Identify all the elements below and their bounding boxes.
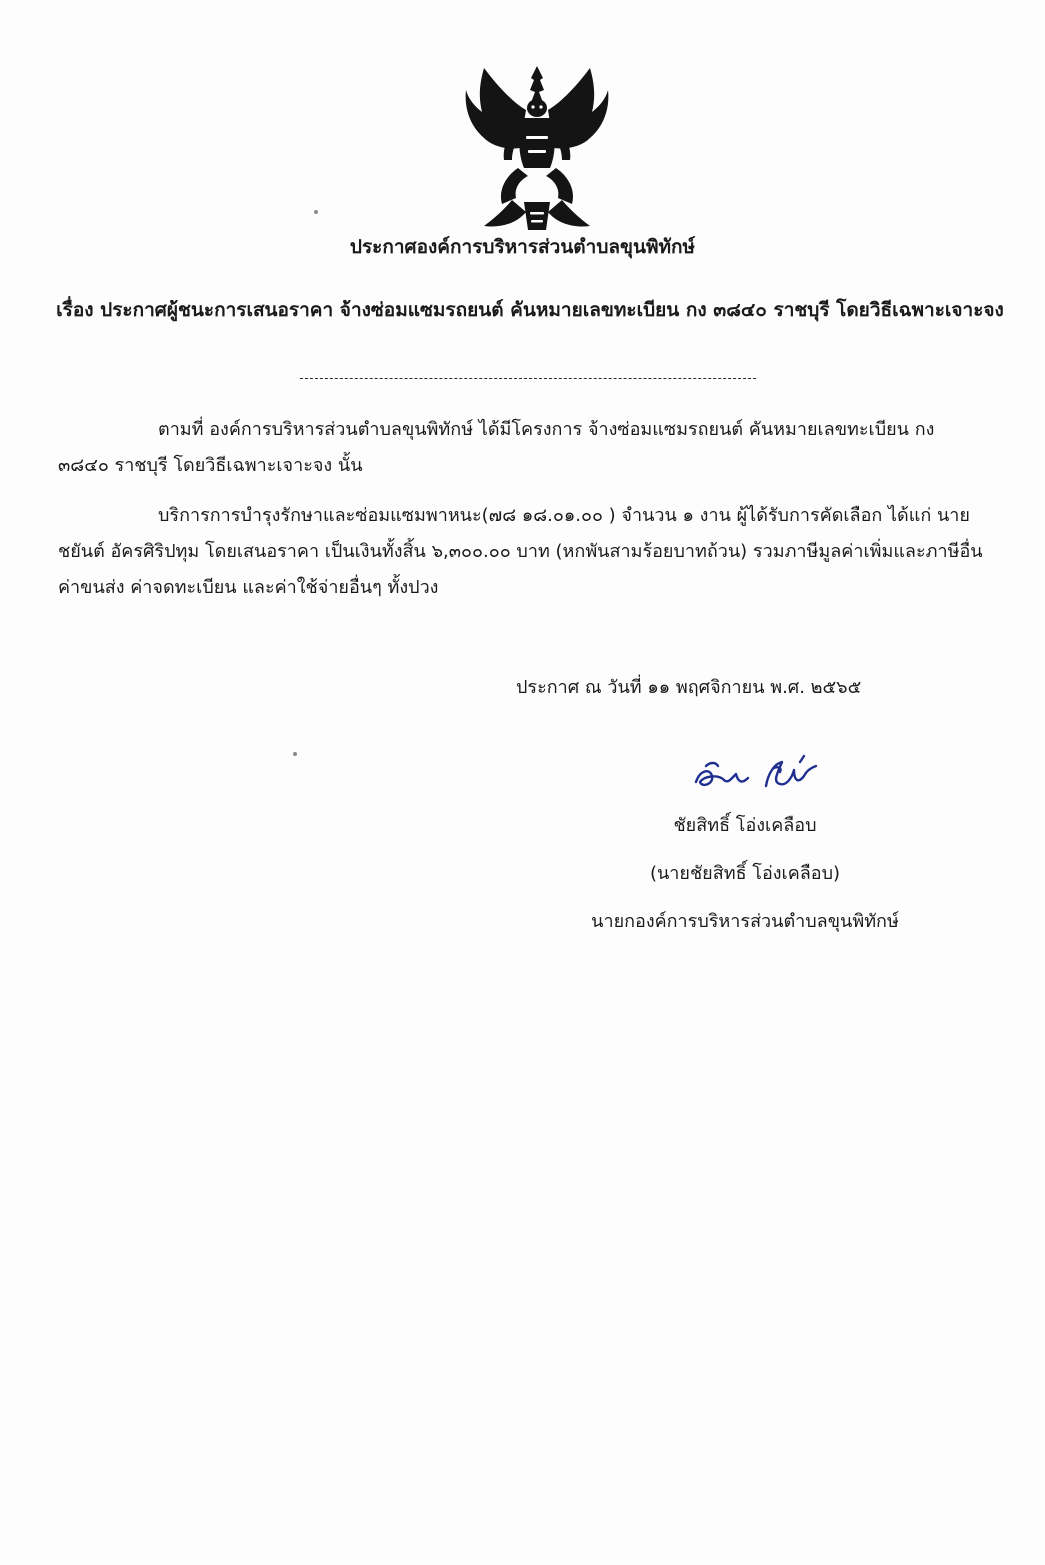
signer-full-name: (นายชัยสิทธิ์ โอ่งเคลือบ)	[649, 863, 841, 884]
handwritten-signature-icon	[688, 752, 828, 798]
scan-speck	[293, 752, 297, 756]
signer-position: นายกองค์การบริหารส่วนตำบลขุนพิทักษ์	[591, 911, 899, 932]
body-paragraph-2-text: บริการการบำรุงรักษาและซ่อมแซมพาหนะ(๗๘ ๑๘.๐๑.๐๐ ) จำนวน ๑ งาน ผู้ได้รับการคัดเลือก ได้แก่ นายชยันต์ อัครศิริปทุม โดยเสนอราคา เป็นเงินทั้งสิ้น ๖,๓๐๐.๐๐ บาท (หกพันสามร้อยบาทถ้วน) รวมภาษีมูลค่าเพิ่มและภาษีอื่น ค่าขนส่ง ค่าจดทะเบียน และค่าใช้จ่ายอื่นๆ ทั้งปวง	[58, 505, 983, 598]
body-paragraph-2	[58, 498, 988, 606]
body-paragraph-1	[58, 412, 988, 484]
dashed-divider	[300, 378, 756, 379]
signer-name: ชัยสิทธิ์ โอ่งเคลือบ	[673, 815, 817, 836]
announcement-date: ประกาศ ณ วันที่ ๑๑ พฤศจิกายน พ.ศ. ๒๕๖๕	[516, 677, 862, 698]
garuda-emblem-icon	[462, 62, 612, 234]
announcement-subject: เรื่อง ประกาศผู้ชนะการเสนอราคา จ้างซ่อมแซมรถยนต์ คันหมายเลขทะเบียน กง ๓๘๔๐ ราชบุรี โดยวิธีเฉพาะเจาะจง	[56, 299, 1004, 321]
scan-speck	[314, 210, 318, 214]
announcement-title: ประกาศองค์การบริหารส่วนตำบลขุนพิทักษ์	[349, 236, 696, 258]
body-paragraph-1-text: ตามที่ องค์การบริหารส่วนตำบลขุนพิทักษ์ ได้มีโครงการ จ้างซ่อมแซมรถยนต์ คันหมายเลขทะเบียน กง ๓๘๔๐ ราชบุรี โดยวิธีเฉพาะเจาะจง นั้น	[58, 419, 935, 476]
